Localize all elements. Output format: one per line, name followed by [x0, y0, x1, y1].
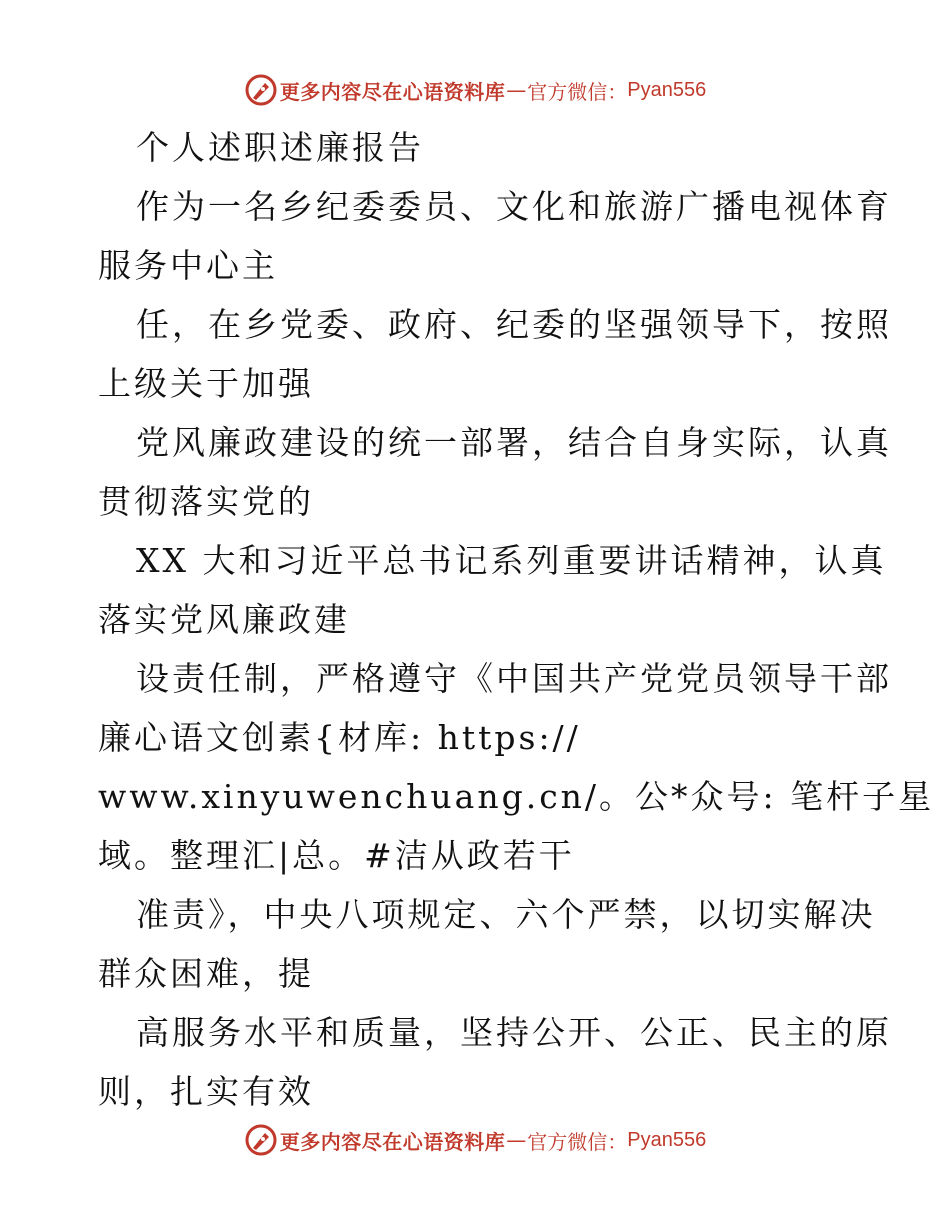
document-line: 高服务水平和质量，坚持公开、公正、民主的原 [136, 1013, 892, 1052]
document-line: 任，在乡党委、政府、纪委的坚强领导下，按照 [136, 305, 892, 344]
watermark-wechat-id: Pyan556 [627, 1128, 707, 1151]
document-line: 服务中心主 [98, 246, 278, 285]
document-line: 域。整理汇|总。#洁从政若干 [98, 836, 575, 875]
document-title: 个人述职述廉报告 [136, 128, 424, 167]
pen-nib-logo-icon [244, 73, 278, 107]
watermark-main-text: 更多内容尽在心语资料库 [279, 79, 506, 104]
document-line: 则，扎实有效 [98, 1072, 314, 1111]
document-line: 上级关于加强 [98, 364, 314, 403]
pen-nib-logo-icon [244, 1123, 278, 1157]
document-line: 落实党风廉政建 [98, 600, 350, 639]
document-line: www.xinyuwenchuang.cn/。公*众号: 笔杆子星 [98, 777, 935, 816]
watermark-main-text: 更多内容尽在心语资料库 [279, 1129, 506, 1154]
document-line: 贯彻落实党的 [98, 482, 314, 521]
watermark-separator: — [506, 78, 527, 102]
document-line: 党风廉政建设的统一部署，结合自身实际，认真 [136, 423, 892, 462]
watermark-wechat-id: Pyan556 [627, 78, 707, 101]
watermark-wechat-label: 官方微信： [527, 79, 628, 104]
document-line: 设责任制，严格遵守《中国共产党党员领导干部 [136, 659, 892, 698]
watermark-wechat-label: 官方微信： [527, 1129, 628, 1154]
document-line: XX 大和习近平总书记系列重要讲话精神，认真 [136, 541, 887, 580]
document-line: 作为一名乡纪委委员、文化和旅游广播电视体育 [136, 187, 892, 226]
watermark-separator: — [506, 1128, 527, 1152]
document-body [98, 118, 935, 1121]
document-line: 准责》，中央八项规定、六个严禁，以切实解决 [136, 895, 876, 934]
footer-watermark [0, 1120, 950, 1160]
document-line: 群众困难，提 [98, 954, 314, 993]
header-watermark [0, 70, 950, 110]
document-line: 廉心语文创素{材库: https:// [98, 718, 581, 757]
